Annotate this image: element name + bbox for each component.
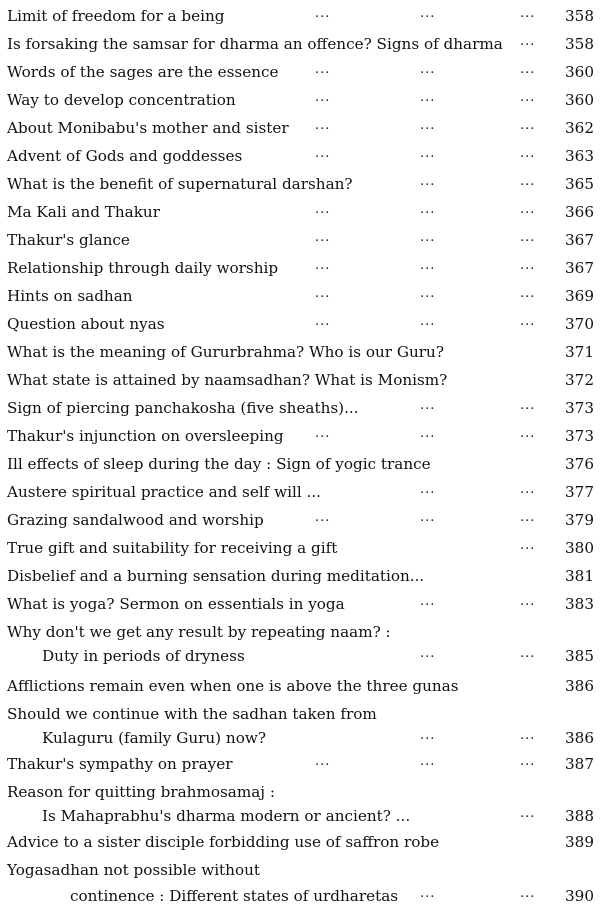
toc-leader-dots: ... [420, 482, 436, 497]
toc-leader-dots: ... [520, 286, 536, 301]
toc-leader-dots: ... [420, 510, 436, 525]
toc-leader-dots: ... [520, 90, 536, 105]
toc-leader-dots: ... [520, 314, 536, 329]
toc-entry [0, 282, 600, 310]
toc-leader-dots: ... [420, 646, 436, 661]
toc-entry [0, 142, 600, 170]
toc-entry [0, 506, 600, 534]
toc-entry-title: Advice to a sister disciple forbidding use of saffron robe [7, 833, 440, 851]
toc-page-number: 381 [565, 567, 594, 585]
toc-page-number: 367 [565, 231, 594, 249]
toc-leader-dots: ... [420, 202, 436, 217]
toc-page-number: 358 [565, 35, 594, 53]
toc-leader-dots: ... [315, 146, 331, 161]
toc-entry-title: Thakur's sympathy on prayer [7, 755, 233, 773]
toc-page-number: 379 [565, 511, 594, 529]
toc-leader-dots: ... [520, 806, 536, 821]
toc-leader-dots: ... [420, 286, 436, 301]
toc-entry-title: Should we continue with the sadhan taken from [7, 705, 377, 723]
toc-leader-dots: ... [420, 230, 436, 245]
toc-entry [0, 590, 600, 618]
toc-leader-dots: ... [420, 754, 436, 769]
toc-leader-dots: ... [520, 398, 536, 413]
toc-leader-dots: ... [520, 62, 536, 77]
toc-page-number: 385 [565, 647, 594, 665]
toc-entry [0, 394, 600, 422]
toc-entry-title: True gift and suitability for receiving a gift [7, 539, 338, 557]
toc-entry-title: About Monibabu's mother and sister [7, 119, 289, 137]
toc-leader-dots: ... [520, 482, 536, 497]
toc-page-number: 377 [565, 483, 594, 501]
toc-entry-title: Words of the sages are the essence [7, 63, 279, 81]
toc-entry-title: Austere spiritual practice and self will ... [7, 483, 322, 501]
toc-leader-dots: ... [315, 118, 331, 133]
toc-leader-dots: ... [315, 6, 331, 21]
toc-entry [0, 642, 600, 670]
toc-entry-title: Is forsaking the samsar for dharma an offence? Signs of dharma [7, 35, 503, 53]
toc-leader-dots: ... [315, 754, 331, 769]
toc-page-number: 362 [565, 119, 594, 137]
toc-leader-dots: ... [315, 230, 331, 245]
toc-entry [0, 254, 600, 282]
toc-leader-dots: ... [520, 174, 536, 189]
toc-entry-title: Limit of freedom for a being [7, 7, 225, 25]
toc-entry-title: Thakur's injunction on oversleeping [7, 427, 284, 445]
toc-leader-dots: ... [420, 118, 436, 133]
toc-page-number: 365 [565, 175, 594, 193]
toc-leader-dots: ... [315, 426, 331, 441]
toc-leader-dots: ... [420, 594, 436, 609]
toc-entry-title: Advent of Gods and goddesses [7, 147, 243, 165]
toc-leader-dots: ... [520, 6, 536, 21]
toc-leader-dots: ... [520, 202, 536, 217]
toc-leader-dots: ... [520, 886, 536, 901]
toc-entry-title: Hints on sadhan [7, 287, 133, 305]
toc-entry-title: Afflictions remain even when one is above the three gunas [7, 677, 459, 695]
toc-leader-dots: ... [520, 646, 536, 661]
toc-page-number: 373 [565, 427, 594, 445]
toc-page-number: 390 [565, 887, 594, 905]
toc-page-number: 371 [565, 343, 594, 361]
toc-page-number: 360 [565, 63, 594, 81]
toc-leader-dots: ... [315, 202, 331, 217]
toc-page-number: 367 [565, 259, 594, 277]
toc-entry-title: continence : Different states of urdharetas [70, 887, 399, 905]
toc-entry-title: What is the benefit of supernatural darshan? [7, 175, 353, 193]
toc-entry [0, 86, 600, 114]
toc-entry-title: What is yoga? Sermon on essentials in yoga [7, 595, 345, 613]
toc-page-number: 386 [565, 729, 594, 747]
toc-leader-dots: ... [420, 6, 436, 21]
toc-entry [0, 366, 600, 394]
toc-leader-dots: ... [520, 538, 536, 553]
toc-leader-dots: ... [520, 594, 536, 609]
toc-leader-dots: ... [420, 398, 436, 413]
toc-leader-dots: ... [520, 118, 536, 133]
toc-entry [0, 724, 600, 752]
toc-entry-title: What state is attained by naamsadhan? What is Monism? [7, 371, 448, 389]
toc-leader-dots: ... [420, 886, 436, 901]
toc-entry-title: Ill effects of sleep during the day : Sign of yogic trance [7, 455, 431, 473]
toc-entry [0, 198, 600, 226]
toc-leader-dots: ... [315, 62, 331, 77]
toc-leader-dots: ... [420, 146, 436, 161]
toc-leader-dots: ... [420, 314, 436, 329]
toc-entry-title: What is the meaning of Gururbrahma? Who is our Guru? [7, 343, 444, 361]
toc-entry-title: Question about nyas [7, 315, 165, 333]
toc-entry [0, 672, 600, 700]
toc-leader-dots: ... [315, 286, 331, 301]
toc-entry [0, 450, 600, 478]
toc-page-number: 372 [565, 371, 594, 389]
toc-page-number: 360 [565, 91, 594, 109]
toc-page-number: 380 [565, 539, 594, 557]
toc-leader-dots: ... [420, 90, 436, 105]
toc-page-number: 387 [565, 755, 594, 773]
toc-entry [0, 856, 600, 884]
toc-entry [0, 310, 600, 338]
toc-entry-title: Duty in periods of dryness [42, 647, 245, 665]
toc-page-number: 363 [565, 147, 594, 165]
toc-leader-dots: ... [420, 728, 436, 743]
toc-leader-dots: ... [420, 426, 436, 441]
toc-leader-dots: ... [520, 146, 536, 161]
toc-page-number: 389 [565, 833, 594, 851]
toc-entry [0, 478, 600, 506]
toc-page-number: 376 [565, 455, 594, 473]
toc-entry [0, 882, 600, 910]
toc-entry [0, 562, 600, 590]
toc-leader-dots: ... [420, 258, 436, 273]
toc-entry [0, 828, 600, 856]
toc-entry [0, 226, 600, 254]
toc-page-number: 386 [565, 677, 594, 695]
toc-entry [0, 30, 600, 58]
toc-entry [0, 750, 600, 778]
toc-page-number: 383 [565, 595, 594, 613]
toc-page-number: 370 [565, 315, 594, 333]
toc-entry-title: Kulaguru (family Guru) now? [42, 729, 266, 747]
toc-leader-dots: ... [315, 258, 331, 273]
toc-entry-title: Disbelief and a burning sensation during meditation... [7, 567, 425, 585]
toc-page-number: 373 [565, 399, 594, 417]
toc-entry-title: Yogasadhan not possible without [7, 861, 260, 879]
toc-entry [0, 802, 600, 830]
toc-entry-title: Relationship through daily worship [7, 259, 279, 277]
toc-entry [0, 422, 600, 450]
toc-entry [0, 534, 600, 562]
toc-leader-dots: ... [420, 174, 436, 189]
toc-leader-dots: ... [315, 90, 331, 105]
toc-entry-title: Why don't we get any result by repeating naam? : [7, 623, 391, 641]
toc-entry-title: Is Mahaprabhu's dharma modern or ancient? ... [42, 807, 411, 825]
toc-entry [0, 58, 600, 86]
toc-page-number: 358 [565, 7, 594, 25]
toc-page-number: 366 [565, 203, 594, 221]
toc-entry-title: Sign of piercing panchakosha (five sheaths)... [7, 399, 359, 417]
toc-entry [0, 114, 600, 142]
toc-leader-dots: ... [520, 510, 536, 525]
toc-entry-title: Way to develop concentration [7, 91, 236, 109]
toc-entry-title: Reason for quitting brahmosamaj : [7, 783, 275, 801]
toc-entry-title: Grazing sandalwood and worship [7, 511, 264, 529]
toc-page-number: 369 [565, 287, 594, 305]
toc-leader-dots: ... [315, 314, 331, 329]
toc-leader-dots: ... [520, 34, 536, 49]
toc-leader-dots: ... [520, 230, 536, 245]
toc-entry-title: Ma Kali and Thakur [7, 203, 160, 221]
toc-entry-title: Thakur's glance [7, 231, 130, 249]
toc-entry [0, 338, 600, 366]
toc-entry [0, 2, 600, 30]
toc-page-number: 388 [565, 807, 594, 825]
toc-leader-dots: ... [420, 62, 436, 77]
toc-leader-dots: ... [520, 258, 536, 273]
toc-leader-dots: ... [520, 728, 536, 743]
toc-leader-dots: ... [315, 510, 331, 525]
toc-entry [0, 170, 600, 198]
toc-leader-dots: ... [520, 426, 536, 441]
toc-leader-dots: ... [520, 754, 536, 769]
